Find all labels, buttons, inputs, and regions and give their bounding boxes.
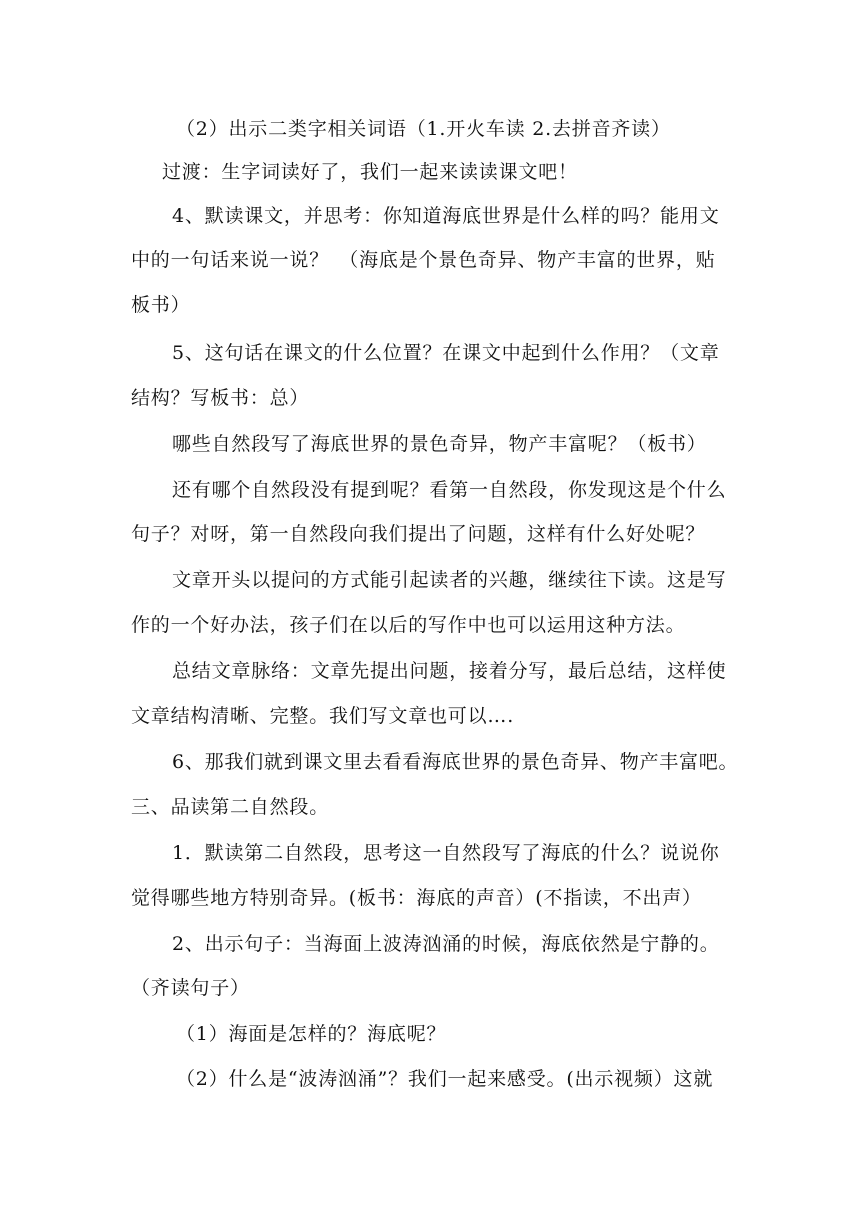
text-line: 还有哪个自然段没有提到呢？看第一自然段，你发现这是个什么 — [172, 479, 727, 501]
text-line: （齐读句子） — [131, 977, 250, 999]
text-line: 三、品读第二自然段。 — [131, 796, 330, 818]
text-line: 觉得哪些地方特别奇异。(板书：海底的声音）(不指读，不出声） — [131, 887, 702, 909]
text-line: 4、默读课文，并思考：你知道海底世界是什么样的吗？能用文 — [172, 205, 720, 227]
text-line: （2）什么是“波涛汹涌”？我们一起来感受。(出示视频）这就 — [176, 1068, 714, 1090]
text-line: 文章开头以提问的方式能引起读者的兴趣，继续往下读。这是写 — [172, 569, 727, 591]
text-line: （1）海面是怎样的？海底呢？ — [176, 1023, 447, 1045]
text-line: 2、出示句子：当海面上波涛汹涌的时候，海底依然是宁静的。 — [172, 933, 720, 955]
text-line: 板书） — [131, 294, 191, 316]
text-line: 文章结构清晰、完整。我们写文章也可以…. — [131, 705, 515, 727]
text-line: 哪些自然段写了海底世界的景色奇异，物产丰富呢？（板书） — [172, 433, 707, 455]
text-line: 过渡：生字词读好了，我们一起来读读课文吧！ — [162, 161, 578, 183]
text-line: 5、这句话在课文的什么位置？在课文中起到什么作用？（文章 — [172, 342, 720, 364]
text-line: 句子？对呀，第一自然段向我们提出了问题，这样有什么好处呢？ — [131, 523, 706, 545]
text-line: 中的一句话来说一说？ （海底是个景色奇异、物产丰富的世界，贴 — [131, 249, 716, 271]
text-line: 作的一个好办法，孩子们在以后的写作中也可以运用这种方法。 — [131, 614, 686, 636]
text-line: 结构？写板书：总） — [131, 387, 310, 409]
text-line: 6、那我们就到课文里去看看海底世界的景色奇异、物产丰富吧。 — [172, 751, 739, 773]
text-line: 总结文章脉络：文章先提出问题，接着分写，最后总结，这样使 — [172, 660, 727, 682]
text-line: （2）出示二类字相关词语（1.开火车读 2.去拼音齐读） — [176, 118, 671, 140]
text-line: 1．默读第二自然段，思考这一自然段写了海底的什么？说说你 — [172, 842, 720, 864]
